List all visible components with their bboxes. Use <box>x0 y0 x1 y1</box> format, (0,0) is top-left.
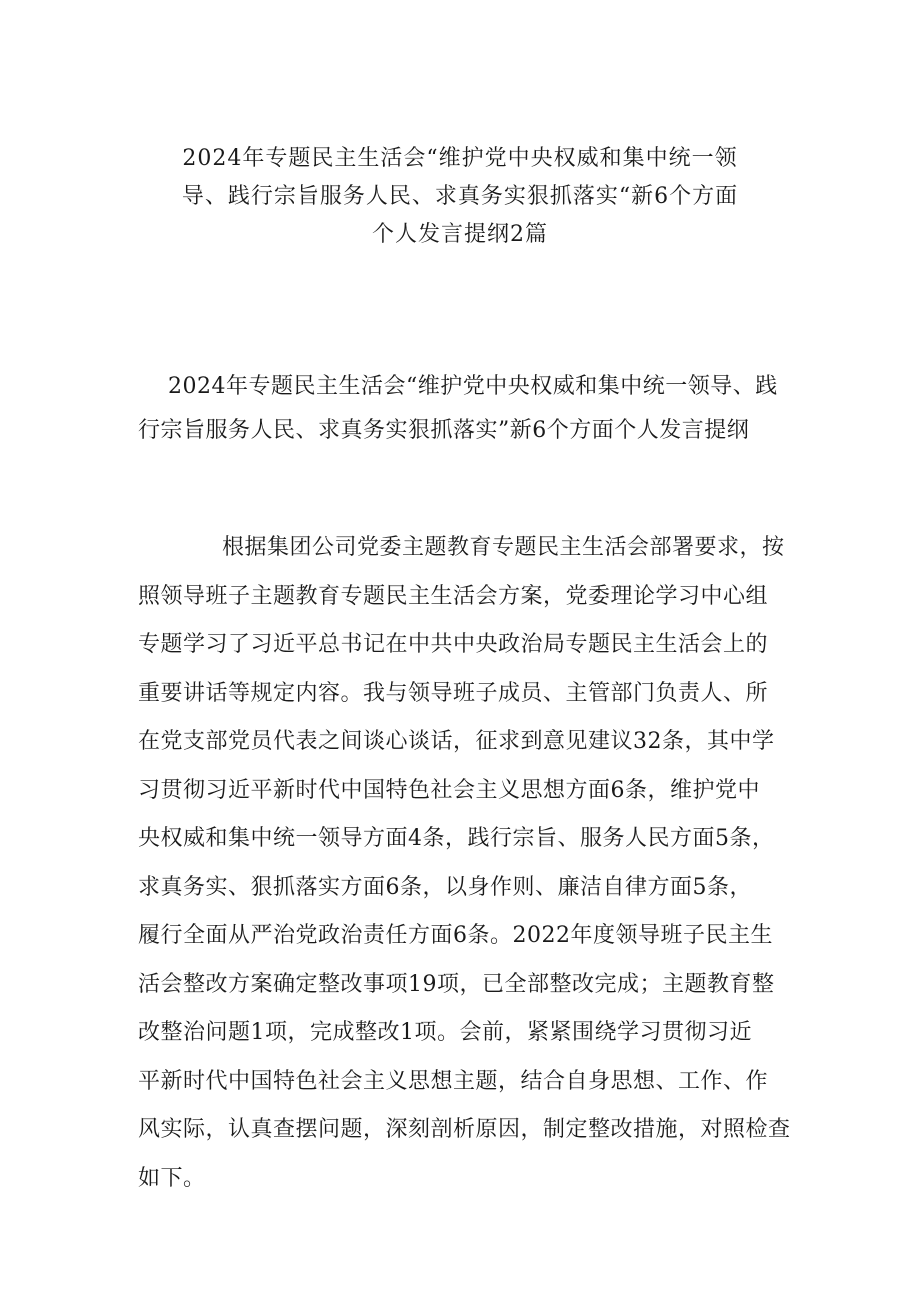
title-line: 2024年专题民主生活会“维护党中央权威和集中统一领 <box>182 146 738 171</box>
paragraph-line: 履行全面从严治党政治责任方面6条。2022年度领导班子民主生 <box>138 923 773 948</box>
paragraph-line: 习贯彻习近平新时代中国特色社会主义思想方面6条，维护党中 <box>138 777 760 803</box>
paragraph-line: 在党支部党员代表之间谈心谈话，征求到意见建议32条，其中学 <box>138 729 775 754</box>
paragraph-line: 风实际，认真查摆问题，深刻剖析原因，制定整改措施，对照检查 <box>138 1117 791 1142</box>
paragraph-line: 专题学习了习近平总书记在中共中央政治局专题民主生活会上的 <box>138 632 769 657</box>
paragraph-line: 根据集团公司党委主题教育专题民主生活会部署要求，按 <box>222 535 785 560</box>
paragraph-line: 求真务实、狠抓落实方面6条，以身作则、廉洁自律方面5条， <box>138 874 752 900</box>
paragraph-line: 活会整改方案确定整改事项19项，已全部整改完成；主题教育整 <box>138 971 775 997</box>
section-heading <box>138 365 798 453</box>
title-line: 导、践行宗旨服务人民、求真务实狠抓落实“新6个方面 <box>181 184 739 209</box>
body-paragraph <box>138 524 798 1203</box>
paragraph-line: 央权威和集中统一领导方面4条，践行宗旨、服务人民方面5条， <box>138 826 775 851</box>
heading-line: 行宗旨服务人民、求真务实狠抓落实”新6个方面个人发言提纲 <box>138 418 750 443</box>
heading-line: 2024年专题民主生活会“维护党中央权威和集中统一领导、践 <box>168 374 778 399</box>
paragraph-line: 重要讲话等规定内容。我与领导班子成员、主管部门负责人、所 <box>138 680 769 706</box>
title-line: 个人发言提纲2篇 <box>372 222 548 247</box>
paragraph-line: 改整治问题1项，完成整改1项。会前，紧紧围绕学习贯彻习近 <box>138 1020 752 1045</box>
paragraph-line: 平新时代中国特色社会主义思想主题，结合自身思想、工作、作 <box>138 1068 769 1094</box>
paragraph-line: 照领导班子主题教育专题民主生活会方案，党委理论学习中心组 <box>138 583 769 609</box>
document-title <box>130 140 790 254</box>
paragraph-line: 如下。 <box>138 1165 206 1191</box>
